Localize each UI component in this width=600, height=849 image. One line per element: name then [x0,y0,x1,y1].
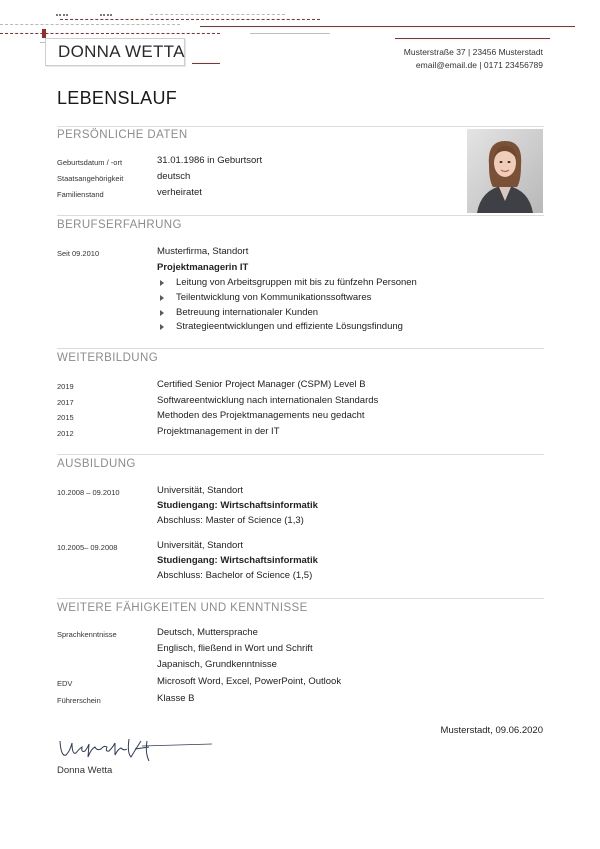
training-value-1: Certified Senior Project Manager (CSPM) Level B [157,379,366,390]
skills-license-label: Führerschein [57,696,101,705]
education-school-2: Universität, Standort [157,540,244,551]
skills-license-value: Klasse B [157,693,195,704]
education-date-1: 10.2008 – 09.2010 [57,488,120,497]
experience-bullet-4: Strategieentwicklungen und effiziente Lösungsfindung [176,321,403,332]
header-dots-mid [100,14,112,16]
training-value-3: Methoden des Projektmanagements neu gedacht [157,410,365,421]
training-year-4: 2012 [57,429,74,438]
bullet-icon [160,295,164,301]
signature-name: Donna Wetta [57,765,113,776]
bullet-icon [160,280,164,286]
section-rule-training [57,348,544,349]
contact-email-phone: email@email.de | 0171 23456789 [415,60,543,70]
education-school-1: Universität, Standort [157,485,244,496]
header-line-red-right [395,38,550,39]
experience-position: Projektmanagerin IT [157,262,249,273]
header-line-gray [250,33,330,34]
portrait-image [467,129,543,213]
header-dashline-1 [150,14,285,15]
section-title-training: WEITERBILDUNG [57,352,159,364]
education-degree-1: Abschluss: Master of Science (1,3) [157,515,304,526]
education-degree-2: Abschluss: Bachelor of Science (1,5) [157,570,313,581]
header-dots-left [56,14,68,16]
header-dashline-2 [60,19,320,20]
section-rule-experience [57,215,544,216]
header-line-red-top [200,26,575,27]
profile-photo [467,129,543,213]
signature-scribble [57,735,217,767]
personal-value-birth: 31.01.1986 in Geburtsort [157,155,263,166]
candidate-name: DONNA WETTA [58,42,185,61]
personal-label-birth: Geburtsdatum / -ort [57,158,123,167]
personal-value-marital: verheiratet [157,187,202,198]
section-title-education: AUSBILDUNG [57,458,136,470]
section-rule-personal [57,126,544,127]
date-place: Musterstadt, 09.06.2020 [440,725,543,736]
header-dashline-3 [0,24,180,25]
personal-label-marital: Familienstand [57,190,104,199]
education-course-2: Studiengang: Wirtschaftsinformatik [157,555,318,566]
skills-edv-value: Microsoft Word, Excel, PowerPoint, Outlook [157,676,342,687]
training-value-2: Softwareentwicklung nach internationalen Standards [157,395,379,406]
header-line-red-short [192,63,220,64]
contact-address: Musterstraße 37 | 23456 Musterstadt [403,47,543,57]
section-rule-skills [57,598,544,599]
header-dashline-4 [0,33,220,34]
section-title-personal: PERSÖNLICHE DATEN [57,129,188,141]
experience-date: Seit 09.2010 [57,249,100,258]
experience-company: Musterfirma, Standort [157,246,249,257]
bullet-icon [160,324,164,330]
training-year-1: 2019 [57,382,74,391]
training-value-4: Projektmanagement in der IT [157,426,280,437]
section-title-experience: BERUFSERFAHRUNG [57,219,182,231]
training-year-3: 2015 [57,413,74,422]
education-date-2: 10.2005– 09.2008 [57,543,118,552]
skills-languages-label: Sprachkenntnisse [57,630,117,639]
education-course-1: Studiengang: Wirtschaftsinformatik [157,500,318,511]
experience-bullet-1: Leitung von Arbeitsgruppen mit bis zu fünfzehn Personen [176,277,417,288]
skills-language-1: Deutsch, Muttersprache [157,627,258,638]
experience-bullet-3: Betreuung internationaler Kunden [176,307,319,318]
training-year-2: 2017 [57,398,74,407]
personal-value-nationality: deutsch [157,171,191,182]
header-red-marker [42,29,46,38]
section-title-skills: WEITERE FÄHIGKEITEN UND KENNTNISSE [57,602,308,614]
document-title: LEBENSLAUF [57,88,178,108]
skills-language-2: Englisch, fließend in Wort und Schrift [157,643,313,654]
personal-label-nationality: Staatsangehörigkeit [57,174,124,183]
skills-edv-label: EDV [57,679,73,688]
bullet-icon [160,310,164,316]
skills-language-3: Japanisch, Grundkenntnisse [157,659,277,670]
experience-bullet-2: Teilentwicklung von Kommunikationssoftwares [176,292,372,303]
section-rule-education [57,454,544,455]
